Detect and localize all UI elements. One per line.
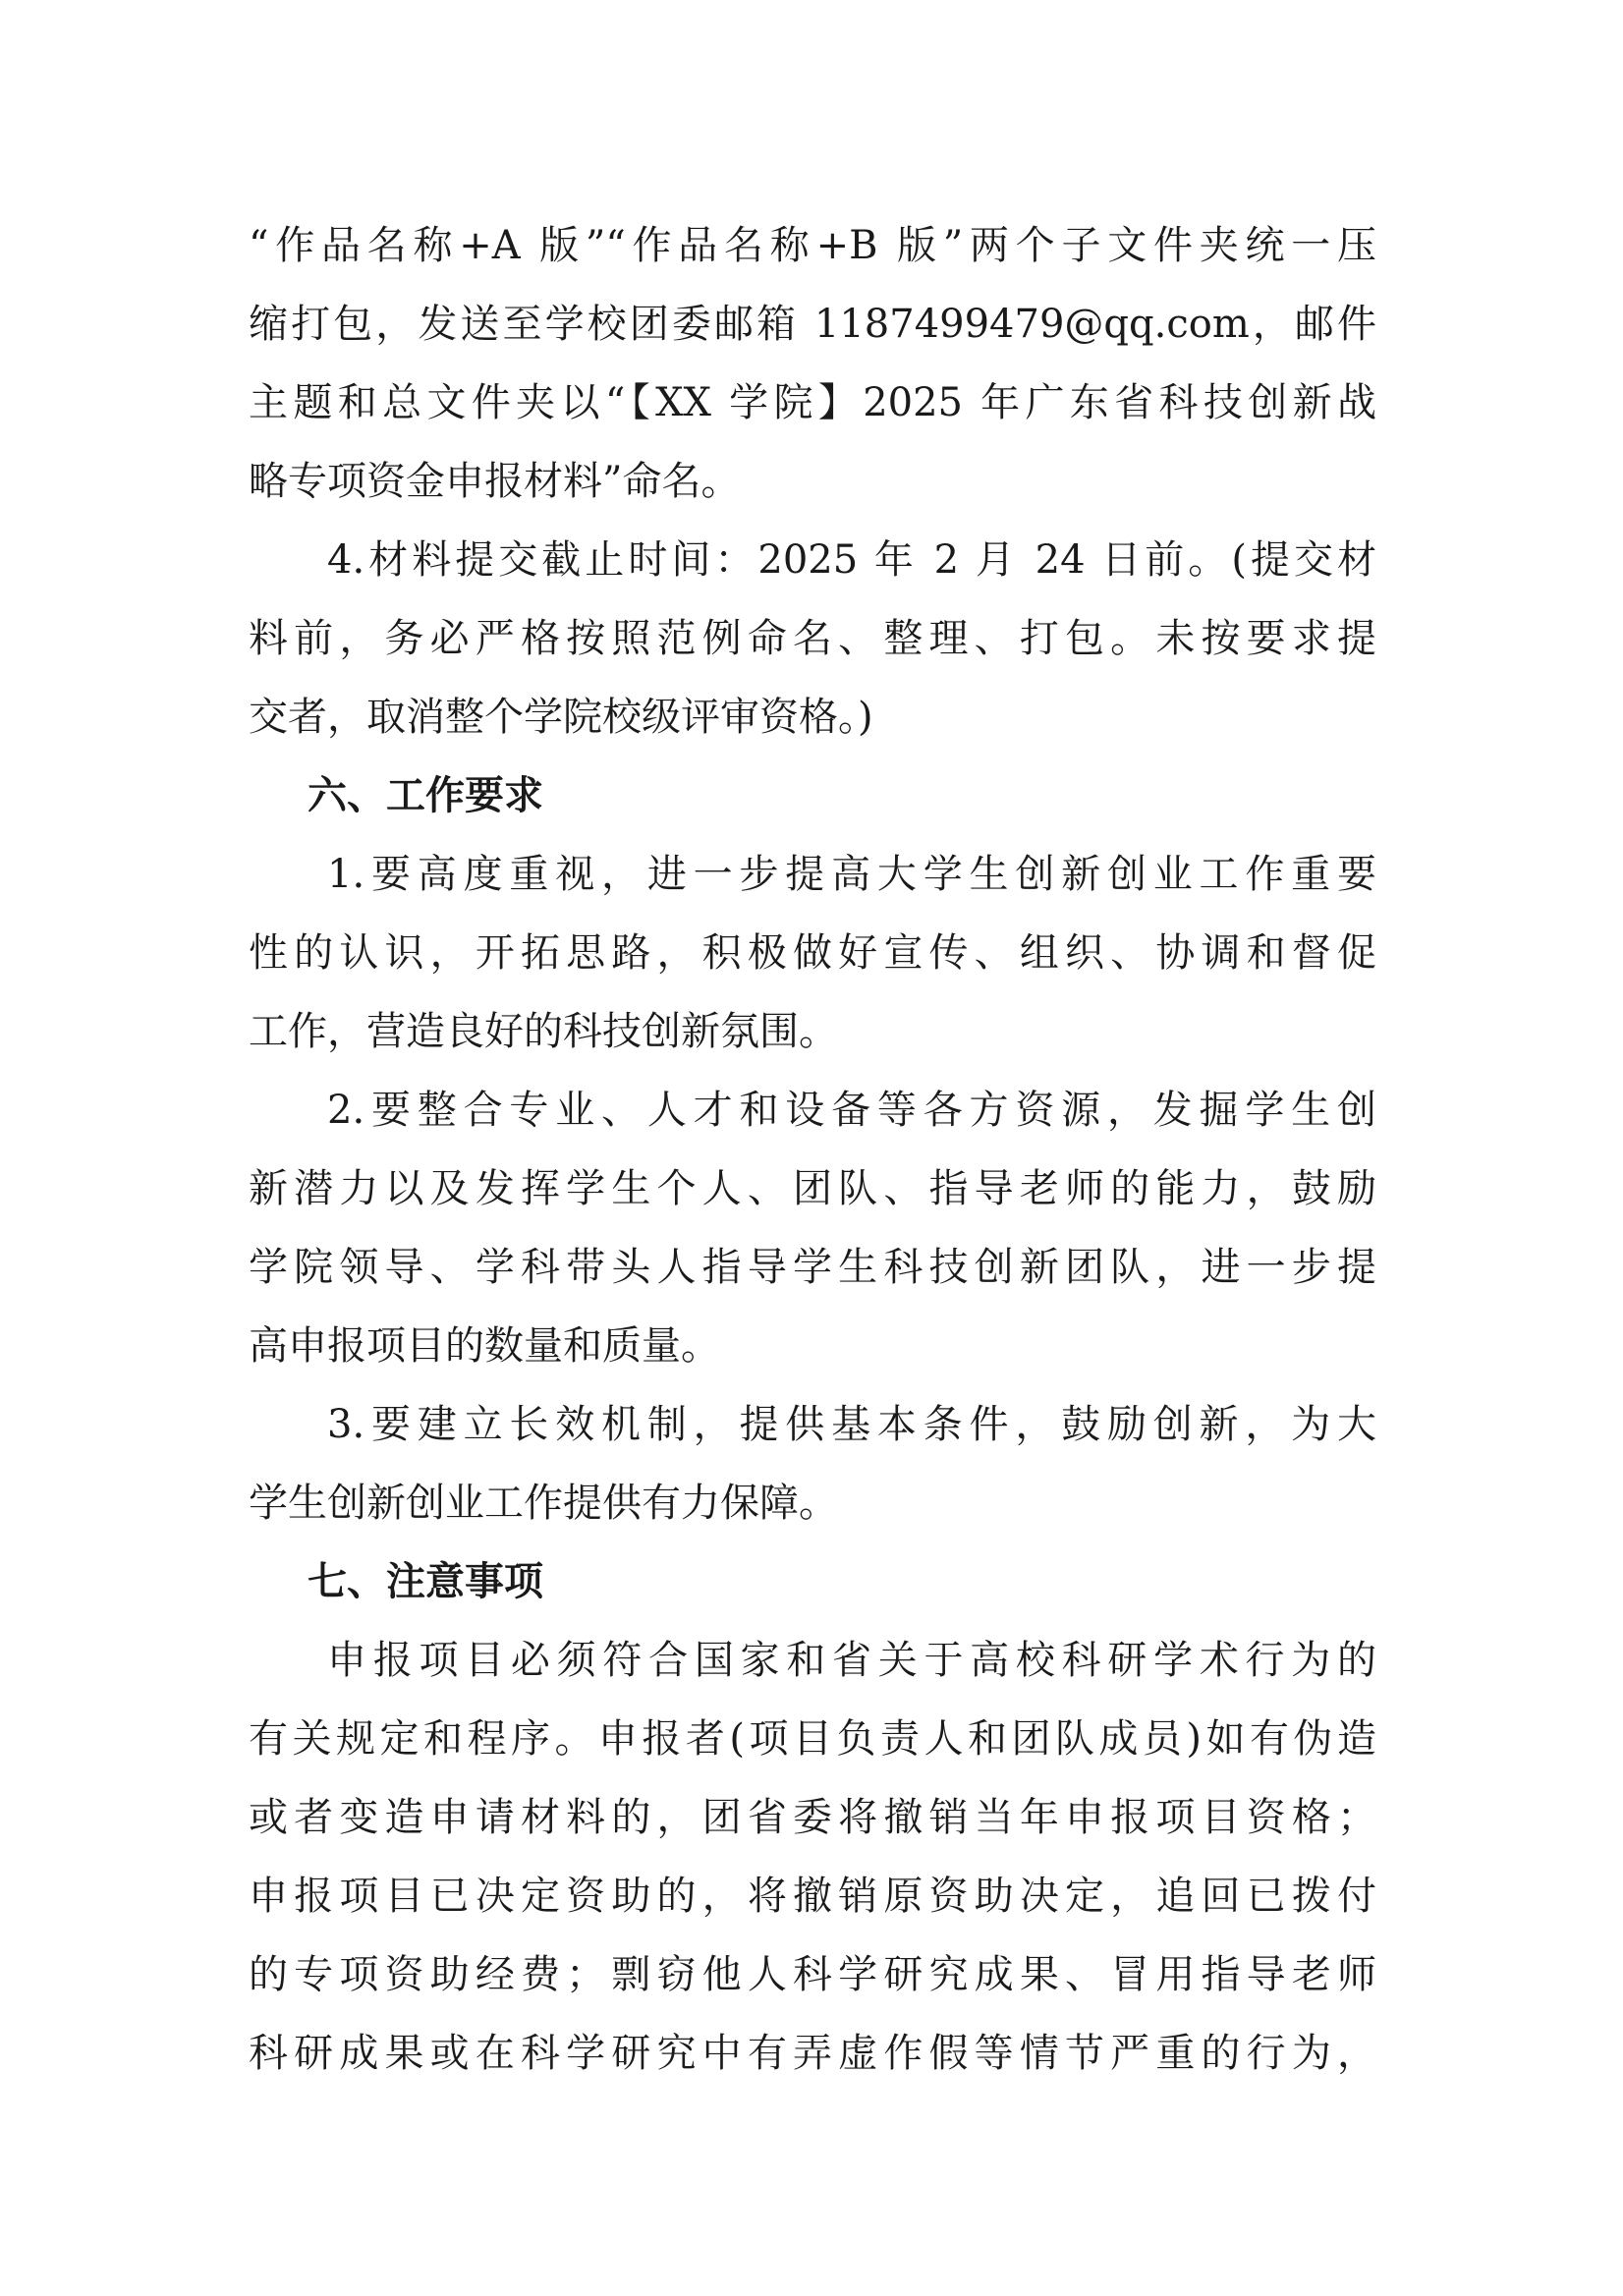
text-line: 申报项目已决定资助的，将撤销原资助决定，追回已拨付 — [249, 1874, 1376, 1919]
text-line: 性的认识，开拓思路，积极做好宣传、组织、协调和督促 — [249, 930, 1376, 976]
text-line: 科研成果或在科学研究中有弄虚作假等情节严重的行为， — [249, 2031, 1376, 2076]
text-line: 料前，务必严格按照范例命名、整理、打包。未按要求提 — [249, 616, 1376, 661]
text-line: 略专项资金申报材料”命名。 — [249, 459, 741, 504]
paragraph-submission-tail — [249, 206, 1376, 521]
work-requirement-item-3 — [249, 1385, 1376, 1542]
text-line: 交者，取消整个学院校级评审资格。) — [249, 695, 873, 740]
text-line: 主题和总文件夹以“【XX 学院】2025 年广东省科技创新战 — [249, 380, 1376, 425]
work-requirement-item-2 — [249, 1071, 1376, 1385]
paragraph-notes — [249, 1621, 1376, 2093]
text-line: 1.要高度重视，进一步提高大学生创新创业工作重要 — [327, 852, 1376, 897]
text-line: 或者变造申请材料的，团省委将撤销当年申报项目资格； — [249, 1795, 1376, 1840]
text-line: 4.材料提交截止时间：2025 年 2 月 24 日前。(提交材 — [327, 537, 1376, 583]
text-line: “作品名称+A 版”“作品名称+B 版”两个子文件夹统一压 — [249, 223, 1376, 268]
section-heading-notes: 七、注意事项 — [308, 1559, 543, 1604]
text-line: 学生创新创业工作提供有力保障。 — [249, 1481, 838, 1526]
paragraph-deadline — [249, 521, 1376, 756]
text-line: 新潜力以及发挥学生个人、团队、指导老师的能力，鼓励 — [249, 1166, 1376, 1211]
text-line: 3.要建立长效机制，提供基本条件，鼓励创新，为大 — [327, 1402, 1376, 1447]
text-line: 高申报项目的数量和质量。 — [249, 1323, 720, 1369]
text-line: 2.要整合专业、人才和设备等各方资源，发掘学生创 — [327, 1088, 1376, 1133]
text-line: 缩打包，发送至学校团委邮箱 1187499479@qq.com，邮件 — [249, 302, 1376, 347]
work-requirement-item-1 — [249, 835, 1376, 1071]
text-line: 学院领导、学科带头人指导学生科技创新团队，进一步提 — [249, 1245, 1376, 1290]
text-line: 的专项资助经费；剽窃他人科学研究成果、冒用指导老师 — [249, 1952, 1376, 1997]
section-heading-work-requirements: 六、工作要求 — [308, 773, 543, 818]
text-line: 申报项目必须符合国家和省关于高校科研学术行为的 — [327, 1638, 1376, 1683]
document-body — [249, 206, 1376, 2093]
text-line: 工作，营造良好的科技创新氛围。 — [249, 1009, 838, 1054]
text-line: 有关规定和程序。申报者(项目负责人和团队成员)如有伪造 — [249, 1716, 1376, 1762]
